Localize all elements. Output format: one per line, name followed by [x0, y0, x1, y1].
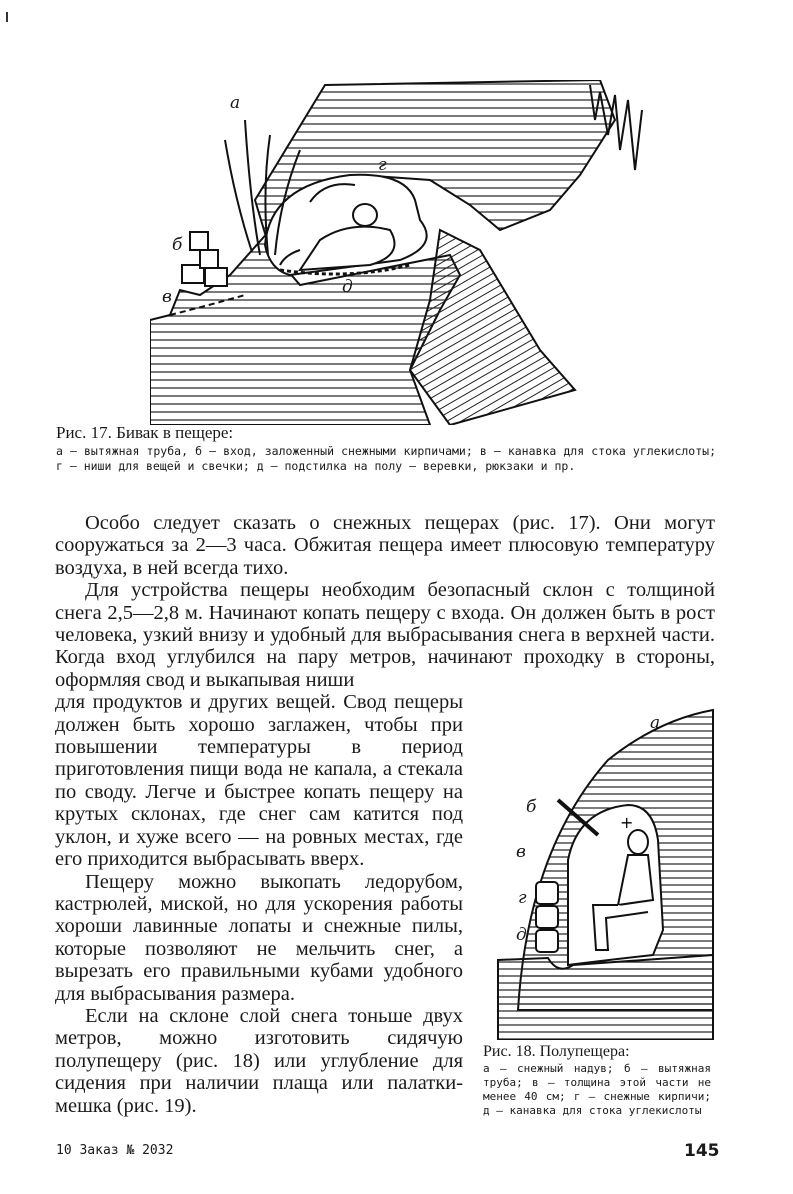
snow-bricks	[182, 232, 227, 286]
fig17-label-d: д	[342, 277, 353, 297]
figure-17-caption-legend: а — вытяжная труба, б — вход, заложенный снежными кирпичами; в — канавка для стока углекислоты; г — ниши для вещей и свечки; д — подстилка на полу — веревки, рюкзаки и пр.	[56, 444, 716, 473]
fig17-label-g: г	[378, 155, 387, 175]
figure-17-caption-title: Рис. 17. Бивак в пещере:	[56, 423, 234, 442]
ground	[498, 955, 713, 1040]
fig17-label-b: б	[172, 235, 183, 255]
figure-17-illustration	[150, 80, 730, 425]
fig18-label-g: г	[518, 888, 527, 908]
fig17-label-a: а	[230, 93, 241, 113]
fig17-label-v: в	[162, 287, 172, 307]
figure-18-caption-legend: а — снежный надув; б — вытяжная труба; в — толщина этой части не менее 40 см; г — снежные кирпичи; д — канавка для стока углекислоты	[483, 1062, 711, 1117]
margin-mark	[6, 12, 8, 22]
paragraph-1: Особо следует сказать о снежных пещерах (рис. 17). Они могут сооружаться за 2—3 часа. Обжитая пещера имеет плюсовую температуру воздуха, в ней всегда тихо.	[55, 512, 715, 579]
snow-bricks-18	[536, 882, 558, 952]
print-order-note: 10 Заказ № 2032	[56, 1143, 174, 1158]
fig18-label-v: в	[516, 842, 526, 862]
paragraph-4: Если на склоне слой снега тоньше двух метров, можно изготовить сидячую полупещеру (рис. 18) или углубление для сидения при наличии плаща или палатки-мешка (рис. 19).	[55, 1004, 463, 1117]
narrow-column	[55, 691, 463, 1117]
plus-sign: +	[620, 813, 634, 832]
figure-18-caption-title: Рис. 18. Полупещера:	[483, 1043, 630, 1060]
fig18-label-d: д	[516, 925, 527, 945]
page-number: 145	[684, 1141, 720, 1161]
paragraph-3: Пещеру можно выкопать ледорубом, кастрюлей, миской, но для ускорения работы хороши лавинные лопаты и снежные пилы, которые позволяют не мельчить снег, а вырезать его правильными кубами удобного для выбрасывания размера.	[55, 870, 463, 1005]
paragraph-2-narrow: для продуктов и других вещей. Свод пещеры должен быть хорошо заглажен, чтобы при повышении температуры в период приготовления пищи вода не капала, а стекала по своду. Легче и быстрее копать пещеру на крутых склонах, где снег сам катится под уклон, и хуже всего — на ровных местах, где его приходится выбрасывать вверх.	[55, 691, 463, 871]
fig18-label-b: б	[526, 797, 537, 817]
figure-18-caption	[483, 1042, 711, 1118]
figure-18-illustration	[488, 700, 720, 1040]
fig18-label-a: а	[650, 713, 661, 733]
figure-17-caption	[56, 422, 716, 474]
paragraph-2-wide: Для устройства пещеры необходим безопасный склон с толщиной снега 2,5—2,8 м. Начинают копать пещеру с входа. Он должен быть в рост человека, узкий внизу и удобный для выбрасывания снега в верхней части. Когда вход углубился на пару метров, начинают проходку в стороны, оформляя свод и выкапывая ниши	[55, 579, 715, 691]
